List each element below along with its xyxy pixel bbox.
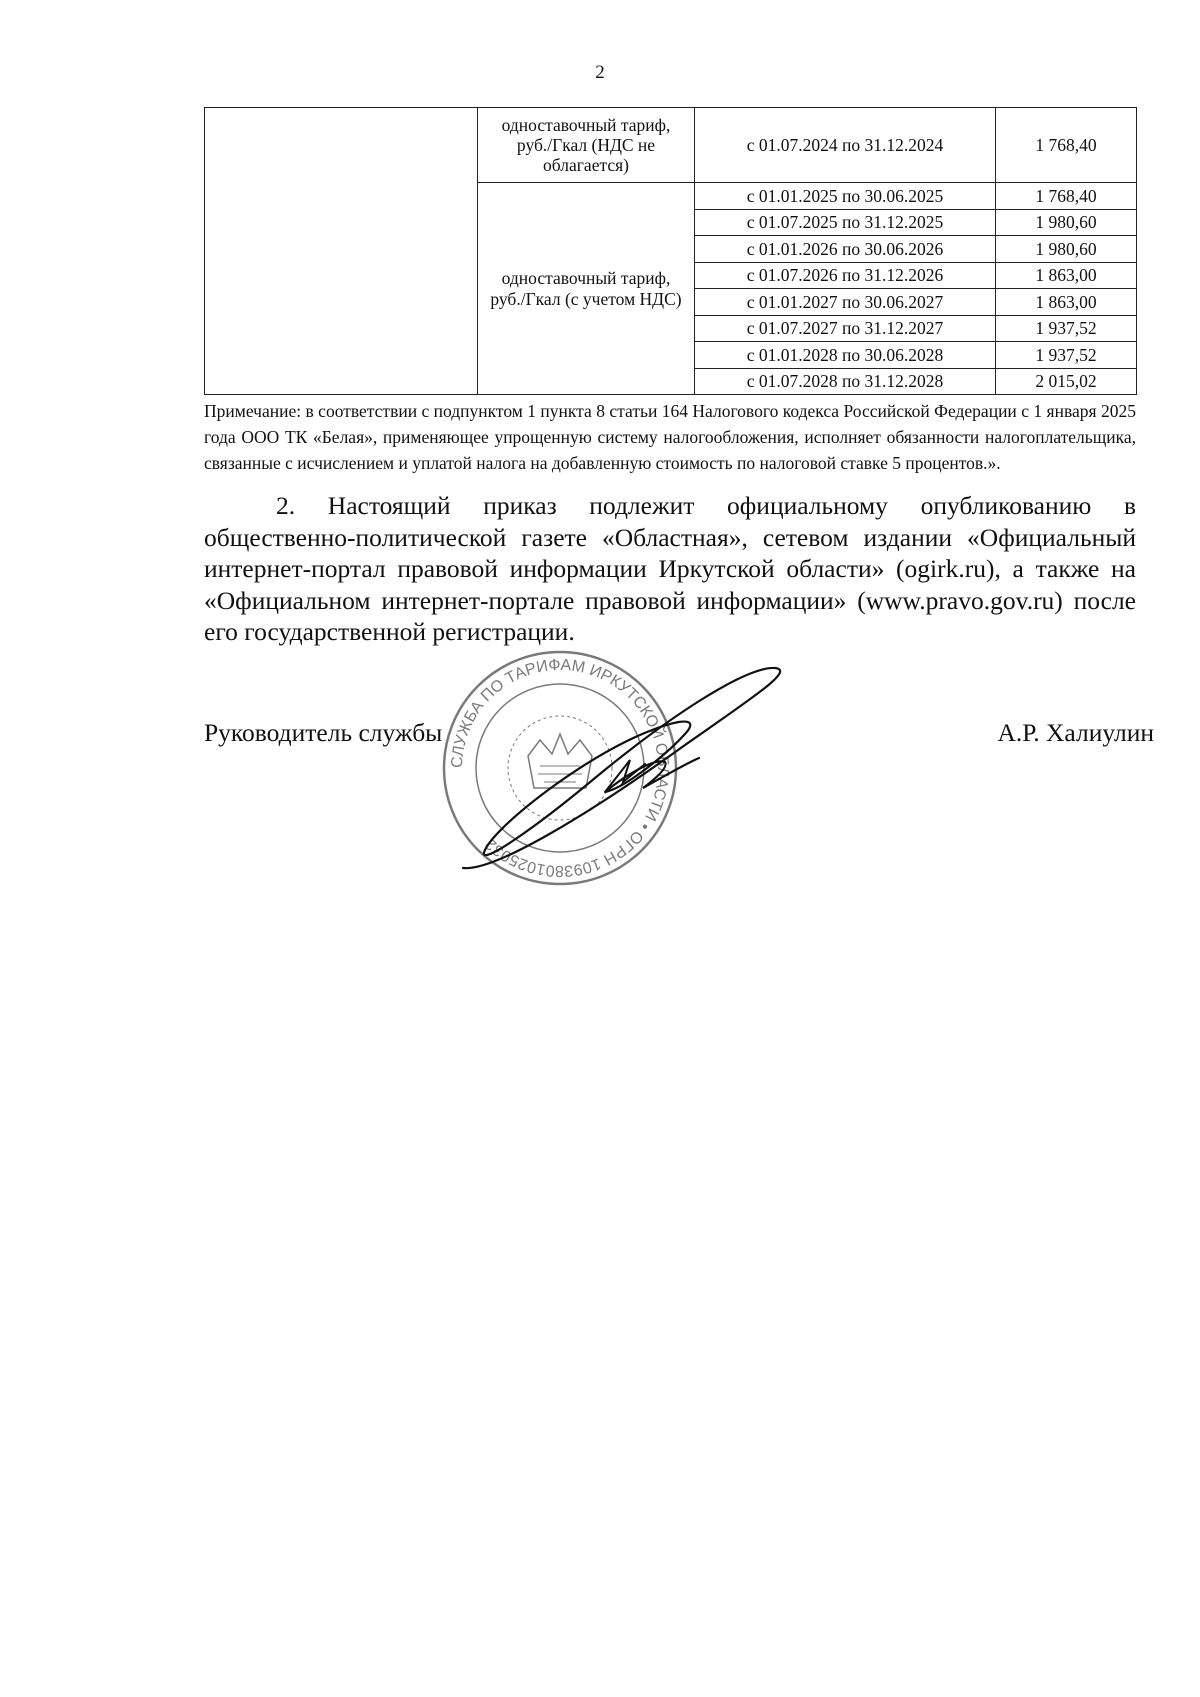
- period-cell: с 01.07.2024 по 31.12.2024: [695, 108, 996, 183]
- table-footnote: Примечание: в соответствии с подпунктом 1 пункта 8 статьи 164 Налогового кодекса Российской Федерации с 1 января 2025 года ООО ТК «Белая», применяющее упрощенную систему налогообложения, исполняет обязанности налогоплательщика, связанные с исчислением и уплатой налога на добавленную стоимость по налоговой ставке 5 процентов.».: [204, 401, 1136, 473]
- tariff-value-cell: 1 768,40: [996, 183, 1137, 210]
- period-cell: с 01.07.2026 по 31.12.2026: [695, 262, 996, 289]
- period-cell: с 01.01.2025 по 30.06.2025: [695, 183, 996, 210]
- signer-name: А.Р. Халиулин: [997, 718, 1154, 747]
- tariff-value-cell: 1 937,52: [996, 342, 1137, 369]
- table-row: [205, 108, 1137, 183]
- signer-position: Руководитель службы: [204, 718, 443, 747]
- period-cell: с 01.01.2028 по 30.06.2028: [695, 342, 996, 369]
- period-cell: с 01.07.2027 по 31.12.2027: [695, 315, 996, 342]
- tariff-value-cell: 1 863,00: [996, 289, 1137, 316]
- period-cell: с 01.07.2025 по 31.12.2025: [695, 209, 996, 236]
- tariff-value-cell: 1 937,52: [996, 315, 1137, 342]
- tariff-type-cell: одноставочный тариф, руб./Гкал (НДС не облагается): [478, 108, 695, 183]
- period-cell: с 01.01.2027 по 30.06.2027: [695, 289, 996, 316]
- tariff-value-cell: 1 980,60: [996, 236, 1137, 263]
- empty-first-column-cell: [205, 108, 478, 395]
- tariff-table: [204, 107, 1137, 395]
- handwritten-signature: [455, 660, 815, 890]
- tariff-value-cell: 2 015,02: [996, 368, 1137, 395]
- order-paragraph: 2. Настоящий приказ подлежит официальному опубликованию в общественно-политической газете «Областная», сетевом издании «Официальный интернет-портал правовой информации Иркутской области» (ogirk.ru), а также на «Официальном интернет-портале правовой информации» (www.pravo.gov.ru) после его государственной регистрации.: [204, 491, 1136, 646]
- tariff-value-cell: 1 768,40: [996, 108, 1137, 183]
- tariff-value-cell: 1 980,60: [996, 209, 1137, 236]
- period-cell: с 01.01.2026 по 30.06.2026: [695, 236, 996, 263]
- signature-stroke: [463, 668, 780, 868]
- page-number: 2: [595, 62, 605, 83]
- stamp-ring-text: СЛУЖБА ПО ТАРИФАМ ИРКУТСКОЙ ОБЛАСТИ • ОГРН 1093801025032: [448, 656, 672, 880]
- tariff-value-cell: 1 863,00: [996, 262, 1137, 289]
- tariff-type-cell: одноставочный тариф, руб./Гкал (с учетом НДС): [478, 183, 695, 395]
- period-cell: с 01.07.2028 по 31.12.2028: [695, 368, 996, 395]
